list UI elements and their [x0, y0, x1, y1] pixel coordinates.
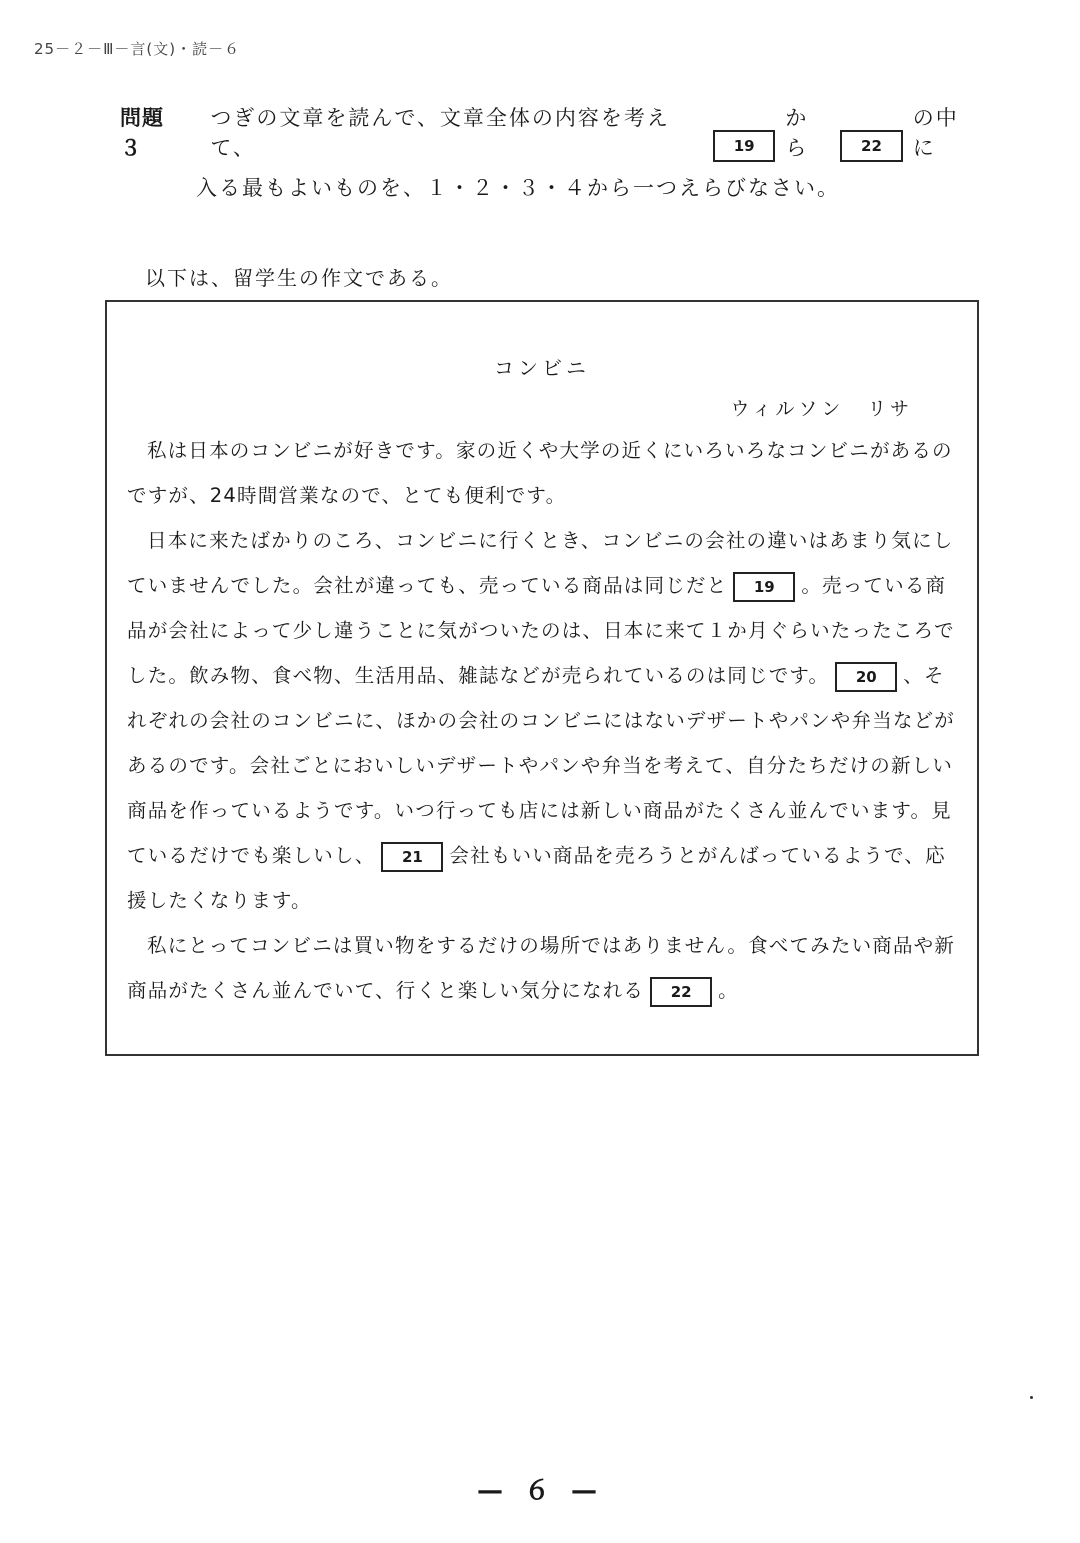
essay-line: 品が会社によって少し違うことに気がついたのは、日本に来て１か月ぐらいたったころで [127, 619, 955, 642]
instruction-text-1: つぎの文章を読んで、文章全体の内容を考えて、 [210, 106, 670, 160]
essay-box [105, 300, 979, 1056]
essay-line [127, 833, 959, 878]
instruction-text-3: の中に [912, 106, 959, 160]
exam-code: 25－２－Ⅲ－言(文)・読－６ [34, 40, 241, 58]
essay-text: 会社もいい商品を売ろうとがんばっているようで、応 [449, 844, 946, 867]
essay-line: あるのです。会社ごとにおいしいデザートやパンや弁当を考えて、自分たちだけの新しい [127, 754, 954, 777]
essay-text: した。飲み物、食べ物、生活用品、雑誌などが売られているのは同じです。 [127, 664, 830, 687]
essay-text: 、そ [903, 664, 945, 687]
instruction-line-1 [120, 106, 980, 162]
essay-line [127, 563, 959, 608]
question-instruction [120, 106, 980, 202]
essay-line: 私は日本のコンビニが好きです。家の近くや大学の近くにいろいろなコンビニがあるの [147, 439, 953, 462]
essay-body [127, 428, 959, 1013]
essay-title: コンビニ [494, 356, 590, 380]
essay-line: ですが、24時間営業なので、とても便利です。 [127, 484, 567, 507]
essay-text: 商品がたくさん並んでいて、行くと楽しい気分になれる [127, 979, 645, 1002]
essay-text: 。 [718, 979, 739, 1002]
essay-line: 私にとってコンビニは買い物をするだけの場所ではありません。食べてみたい商品や新 [147, 934, 956, 957]
instruction-line-2: 入る最もよいものを、１・２・３・４から一つえらびなさい。 [196, 176, 840, 200]
question-label: 問題３ [120, 106, 164, 160]
blank-box-19: 19 [733, 572, 795, 602]
blank-box-21: 21 [381, 842, 443, 872]
essay-line [127, 968, 959, 1013]
essay-text: ているだけでも楽しいし、 [127, 844, 376, 867]
essay-text: ていませんでした。会社が違っても、売っている商品は同じだと [127, 574, 728, 597]
essay-author: ウィルソン リサ [730, 398, 913, 420]
essay-line: れぞれの会社のコンビニに、ほかの会社のコンビニにはないデザートやパンや弁当などが [127, 709, 956, 732]
essay-text: 。売っている商 [801, 574, 947, 597]
intro-text: 以下は、留学生の作文である。 [145, 266, 453, 290]
blank-box-20: 20 [835, 662, 897, 692]
essay-line: 商品を作っているようです。いつ行っても店には新しい商品がたくさん並んでいます。見 [127, 799, 952, 822]
essay-line: 日本に来たばかりのころ、コンビニに行くとき、コンビニの会社の違いはあまり気にし [147, 529, 954, 552]
blank-box-22: 22 [650, 977, 712, 1007]
instruction-text-2: から [785, 106, 809, 160]
stray-mark [1030, 1396, 1033, 1399]
essay-line [127, 653, 959, 698]
essay-line: 援したくなります。 [127, 889, 312, 912]
blank-box-19: 19 [713, 130, 776, 162]
blank-box-22: 22 [840, 130, 903, 162]
page-number: — ６ — [476, 1476, 604, 1506]
